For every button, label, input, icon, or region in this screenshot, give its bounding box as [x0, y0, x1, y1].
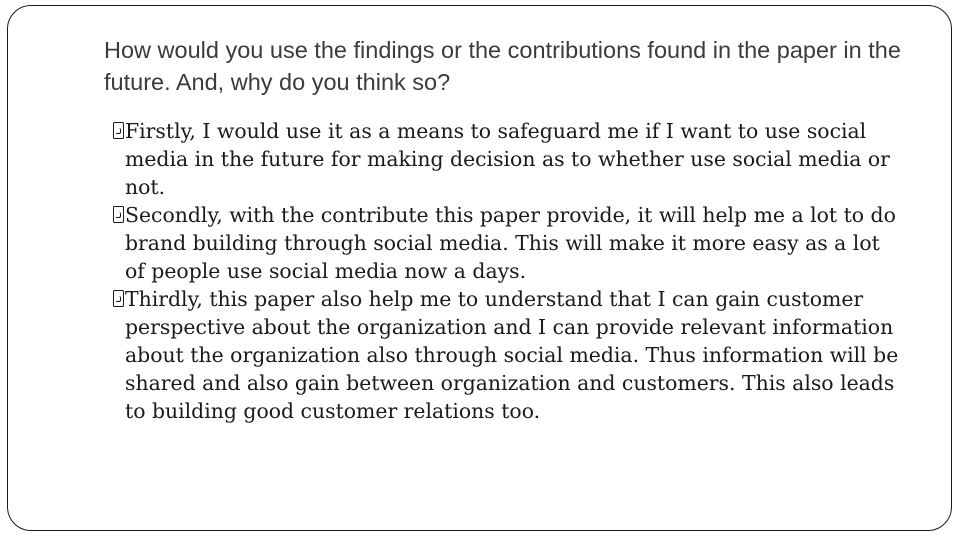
bullet-item [104, 117, 904, 201]
slide-title: How would you use the findings or the contributions found in the paper in the future. And, why do you think so? [104, 37, 901, 95]
box-bullet-icon [113, 122, 124, 139]
bullet-text: Thirdly, this paper also help me to understand that I can gain customer perspective about the organization and I can provide relevant information about the organization also through social media. Thus information will be shared and also gain between organization and customers. This also leads to building good customer relations too. [125, 287, 899, 423]
bullet-text: Firstly, I would use it as a means to safeguard me if I want to use social media in the future for making decision as to whether use social media or not. [125, 119, 890, 199]
box-bullet-icon [113, 206, 124, 223]
bullet-item [104, 285, 904, 425]
bullet-item [104, 201, 904, 285]
bullet-text: Secondly, with the contribute this paper provide, it will help me a lot to do brand building through social media. This will make it more easy as a lot of people use social media now a days. [125, 203, 896, 283]
box-bullet-icon [113, 290, 124, 307]
bullet-list [104, 117, 904, 425]
